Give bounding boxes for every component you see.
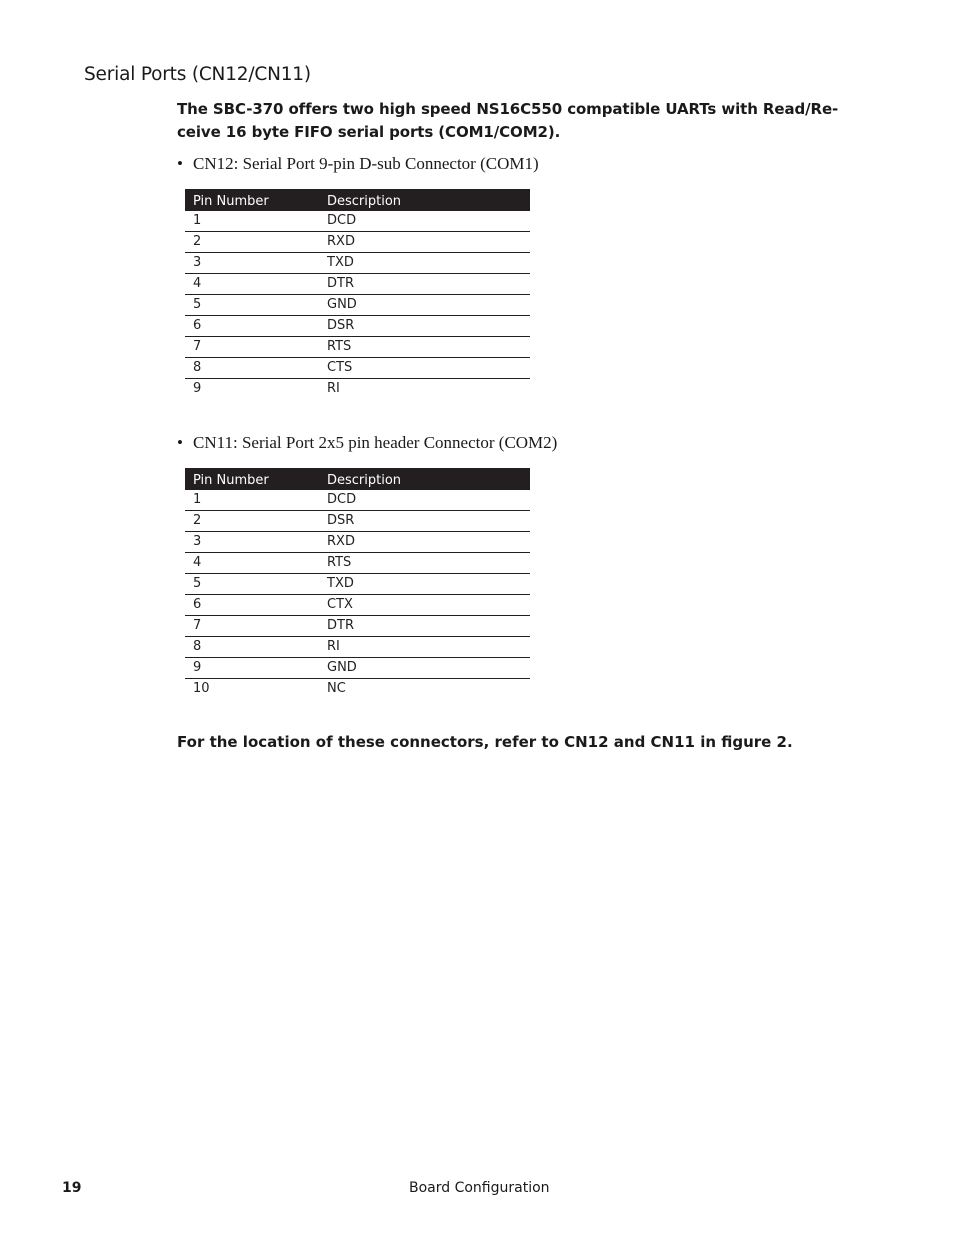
table-row [185, 253, 530, 274]
description-cell: TXD [327, 253, 530, 274]
cn11-pin-table [185, 468, 530, 699]
description-cell: RI [327, 637, 530, 658]
pin-number-cell: 5 [185, 574, 327, 595]
cn11-caption [177, 433, 557, 453]
table-row [185, 379, 530, 400]
header-description: Description [327, 189, 530, 211]
bullet-icon: • [177, 154, 183, 173]
pin-number-cell: 9 [185, 658, 327, 679]
location-note: For the location of these connectors, refer to CN12 and CN11 in figure 2. [177, 733, 793, 751]
pin-number-cell: 7 [185, 337, 327, 358]
table-row [185, 358, 530, 379]
pin-number-cell: 9 [193, 381, 202, 396]
cn12-pin-table [185, 189, 530, 399]
pin-number-cell: 8 [185, 637, 327, 658]
pin-number-cell: 8 [185, 358, 327, 379]
pin-number-cell: 7 [185, 616, 327, 637]
table-row [185, 490, 530, 511]
description-cell: NC [327, 681, 346, 696]
pin-number-cell: 6 [185, 316, 327, 337]
pin-number-cell: 10 [193, 681, 210, 696]
pin-number-cell: 5 [185, 295, 327, 316]
description-cell: RTS [327, 337, 530, 358]
description-cell: DCD [327, 211, 530, 232]
description-cell: RI [327, 381, 340, 396]
pin-number-cell: 4 [185, 274, 327, 295]
header-pin-number: Pin Number [185, 468, 327, 490]
table-header-row [185, 468, 530, 490]
description-cell: GND [327, 295, 530, 316]
table-row [185, 616, 530, 637]
description-cell: CTX [327, 595, 530, 616]
pin-number-cell: 2 [185, 232, 327, 253]
cn12-caption [177, 154, 539, 174]
table-row [185, 637, 530, 658]
table-row [185, 679, 530, 700]
table-row [185, 658, 530, 679]
pin-number-cell: 1 [185, 490, 327, 511]
description-cell: RTS [327, 553, 530, 574]
pin-number-cell: 3 [185, 532, 327, 553]
pin-number-cell: 1 [185, 211, 327, 232]
description-cell: RXD [327, 232, 530, 253]
header-description: Description [327, 468, 530, 490]
pin-number-cell: 3 [185, 253, 327, 274]
pin-number-cell: 6 [185, 595, 327, 616]
intro-paragraph: The SBC-370 offers two high speed NS16C550 compatible UARTs with Read/Re-ceive 16 byte FIFO serial ports (COM1/COM2). [177, 100, 839, 141]
footer-title: Board Configuration [409, 1180, 550, 1196]
cn11-caption-text: CN11: Serial Port 2x5 pin header Connector (COM2) [193, 433, 558, 452]
table-row [185, 574, 530, 595]
description-cell: TXD [327, 574, 530, 595]
table-row [185, 316, 530, 337]
description-cell: DSR [327, 511, 530, 532]
pin-number-cell: 2 [185, 511, 327, 532]
table-row [185, 232, 530, 253]
description-cell: DSR [327, 316, 530, 337]
table-row [185, 532, 530, 553]
table-row [185, 595, 530, 616]
table-row [185, 211, 530, 232]
header-pin-number: Pin Number [185, 189, 327, 211]
table-row [185, 274, 530, 295]
description-cell: CTS [327, 358, 530, 379]
table-row [185, 553, 530, 574]
pin-number-cell: 4 [185, 553, 327, 574]
page-number: 19 [62, 1180, 82, 1196]
table-row [185, 511, 530, 532]
cn12-caption-text: CN12: Serial Port 9-pin D-sub Connector (COM1) [193, 154, 539, 173]
table-row [185, 337, 530, 358]
section-title: Serial Ports (CN12/CN11) [84, 64, 311, 85]
bullet-icon: • [177, 433, 183, 452]
table-header-row [185, 189, 530, 211]
description-cell: DTR [327, 274, 530, 295]
description-cell: DCD [327, 490, 530, 511]
description-cell: GND [327, 658, 530, 679]
table-row [185, 295, 530, 316]
description-cell: RXD [327, 532, 530, 553]
description-cell: DTR [327, 616, 530, 637]
